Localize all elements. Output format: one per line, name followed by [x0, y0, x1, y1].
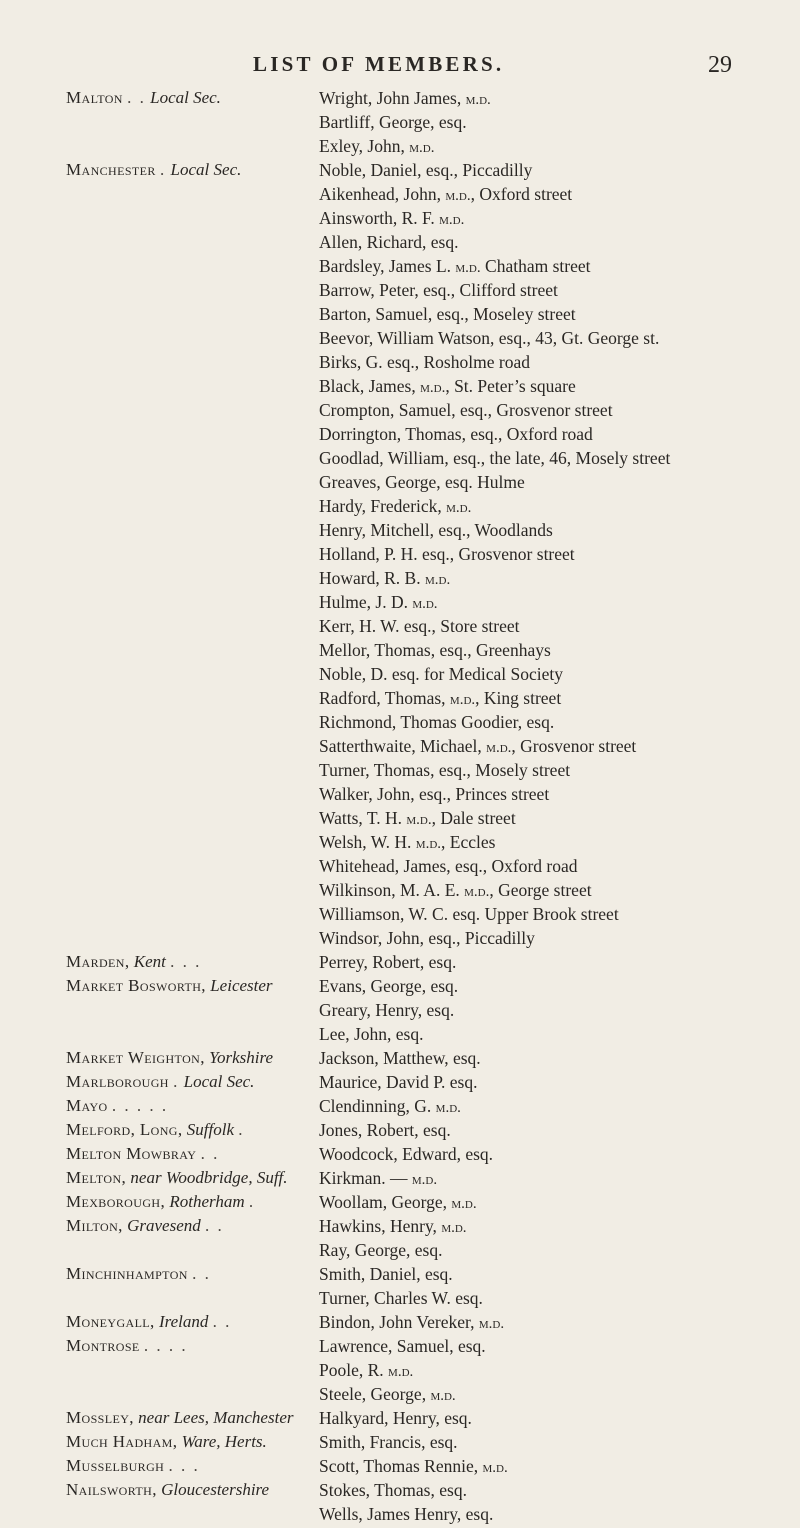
member-entry: Kerr, H. W. esq., Store street [319, 616, 520, 636]
place-name: Mossley, [66, 1408, 134, 1427]
place-name: Nailsworth, [66, 1480, 157, 1499]
member-entry: Holland, P. H. esq., Grosvenor street [319, 544, 575, 564]
list-item [0, 1144, 800, 1168]
list-item [0, 376, 800, 400]
place-column [66, 1336, 316, 1356]
list-item [0, 760, 800, 784]
list-item [0, 184, 800, 208]
member-entry: Wright, John James, m.d. [319, 88, 491, 108]
member-entry: Turner, Charles W. esq. [319, 1288, 483, 1308]
list-item [0, 136, 800, 160]
place-name: Manchester [66, 160, 156, 179]
member-entry: Walker, John, esq., Princes street [319, 784, 550, 804]
list-item [0, 304, 800, 328]
member-entry: Noble, D. esq. for Medical Society [319, 664, 563, 684]
list-item [0, 784, 800, 808]
place-column [66, 1120, 316, 1140]
list-item [0, 1240, 800, 1264]
place-name: Mexborough, [66, 1192, 166, 1211]
member-entry: Henry, Mitchell, esq., Woodlands [319, 520, 553, 540]
place-detail: Ware, Herts. [181, 1432, 267, 1451]
leader-dots: . . . [168, 1456, 200, 1475]
place-detail: Kent [133, 952, 166, 971]
list-item [0, 352, 800, 376]
list-item [0, 592, 800, 616]
list-item [0, 280, 800, 304]
list-item [0, 1384, 800, 1408]
list-item [0, 112, 800, 136]
place-name: Mayo [66, 1096, 108, 1115]
leader-dots: . . [127, 88, 146, 107]
leader-dots: . . [205, 1216, 224, 1235]
list-item [0, 256, 800, 280]
place-column [66, 1168, 316, 1188]
place-name: Market Weighton, [66, 1048, 205, 1067]
list-item [0, 1264, 800, 1288]
leader-dots: . . [212, 1312, 232, 1331]
place-column [66, 1216, 316, 1236]
place-name: Milton, [66, 1216, 123, 1235]
place-column [66, 976, 316, 996]
member-entry: Smith, Daniel, esq. [319, 1264, 453, 1284]
member-entry: Bindon, John Vereker, m.d. [319, 1312, 505, 1332]
list-item [0, 1408, 800, 1432]
place-name: Montrose [66, 1336, 140, 1355]
place-name: Marden, [66, 952, 130, 971]
list-item [0, 904, 800, 928]
running-title: LIST OF MEMBERS. [253, 52, 505, 76]
member-entry: Hulme, J. D. m.d. [319, 592, 438, 612]
list-item [0, 1216, 800, 1240]
list-item [0, 1312, 800, 1336]
member-entry: Richmond, Thomas Goodier, esq. [319, 712, 555, 732]
member-entry: Mellor, Thomas, esq., Greenhays [319, 640, 551, 660]
list-item [0, 1168, 800, 1192]
member-entry: Whitehead, James, esq., Oxford road [319, 856, 578, 876]
list-item [0, 712, 800, 736]
local-secretary-note: Local Sec. [170, 160, 242, 179]
member-entry: Howard, R. B. m.d. [319, 568, 451, 588]
list-item [0, 1456, 800, 1480]
member-entry: Greary, Henry, esq. [319, 1000, 455, 1020]
member-entry: Noble, Daniel, esq., Piccadilly [319, 160, 533, 180]
list-item [0, 1480, 800, 1504]
place-name: Market Bosworth, [66, 976, 206, 995]
member-entry: Beevor, William Watson, esq., 43, Gt. George st. [319, 328, 660, 348]
member-entry: Welsh, W. H. m.d., Eccles [319, 832, 496, 852]
member-entry: Clendinning, G. m.d. [319, 1096, 461, 1116]
member-entry: Maurice, David P. esq. [319, 1072, 478, 1092]
list-item [0, 1120, 800, 1144]
member-entry: Watts, T. H. m.d., Dale street [319, 808, 516, 828]
member-entry: Crompton, Samuel, esq., Grosvenor street [319, 400, 613, 420]
place-detail: Gravesend [127, 1216, 201, 1235]
member-entry: Lawrence, Samuel, esq. [319, 1336, 486, 1356]
member-entry: Birks, G. esq., Rosholme road [319, 352, 530, 372]
list-item [0, 1360, 800, 1384]
list-item [0, 1504, 800, 1528]
place-column [66, 1072, 316, 1092]
member-entry: Dorrington, Thomas, esq., Oxford road [319, 424, 593, 444]
place-column [66, 160, 316, 180]
member-list [0, 88, 800, 1528]
member-entry: Aikenhead, John, m.d., Oxford street [319, 184, 573, 204]
leader-dots: . . [192, 1264, 211, 1283]
place-detail: Gloucestershire [161, 1480, 270, 1499]
place-detail: Ireland [158, 1312, 209, 1331]
place-detail: Rotherham [169, 1192, 245, 1211]
local-secretary-note: Local Sec. [183, 1072, 255, 1091]
list-item [0, 400, 800, 424]
list-item [0, 952, 800, 976]
member-entry: Black, James, m.d., St. Peter’s square [319, 376, 576, 396]
place-detail: Yorkshire [209, 1048, 274, 1067]
member-entry: Greaves, George, esq. Hulme [319, 472, 525, 492]
member-entry: Hardy, Frederick, m.d. [319, 496, 472, 516]
list-item [0, 568, 800, 592]
list-item [0, 1072, 800, 1096]
list-item [0, 688, 800, 712]
member-entry: Wilkinson, M. A. E. m.d., George street [319, 880, 592, 900]
member-entry: Wells, James Henry, esq. [319, 1504, 494, 1524]
place-column [66, 1048, 316, 1068]
place-column [66, 952, 316, 972]
place-column [66, 1264, 316, 1284]
list-item [0, 1024, 800, 1048]
place-name: Melford, Long, [66, 1120, 183, 1139]
leader-dots: . [160, 160, 167, 179]
member-entry: Bartliff, George, esq. [319, 112, 467, 132]
place-name: Musselburgh [66, 1456, 165, 1475]
member-entry: Ray, George, esq. [319, 1240, 443, 1260]
member-entry: Allen, Richard, esq. [319, 232, 459, 252]
list-item [0, 496, 800, 520]
place-name: Melton Mowbray [66, 1144, 197, 1163]
list-item [0, 328, 800, 352]
list-item [0, 976, 800, 1000]
local-secretary-note: Local Sec. [150, 88, 221, 107]
member-entry: Barrow, Peter, esq., Clifford street [319, 280, 558, 300]
page-number: 29 [708, 52, 732, 78]
list-item [0, 1192, 800, 1216]
place-name: Melton, [66, 1168, 127, 1187]
list-item [0, 520, 800, 544]
member-entry: Jones, Robert, esq. [319, 1120, 451, 1140]
leader-dots: . . [200, 1144, 220, 1163]
member-entry: Poole, R. m.d. [319, 1360, 414, 1380]
list-item [0, 1000, 800, 1024]
place-name: Minchinhampton [66, 1264, 188, 1283]
member-entry: Kirkman. — m.d. [319, 1168, 438, 1188]
list-item [0, 160, 800, 184]
place-column [66, 1096, 316, 1116]
place-detail: near Woodbridge, Suff. [130, 1168, 288, 1187]
list-item [0, 664, 800, 688]
member-entry: Radford, Thomas, m.d., King street [319, 688, 562, 708]
place-detail: Suffolk [186, 1120, 234, 1139]
member-entry: Evans, George, esq. [319, 976, 459, 996]
list-item [0, 472, 800, 496]
list-item [0, 1432, 800, 1456]
list-item [0, 88, 800, 112]
member-entry: Perrey, Robert, esq. [319, 952, 457, 972]
member-entry: Woollam, George, m.d. [319, 1192, 477, 1212]
leader-dots: . . . [170, 952, 202, 971]
place-name: Malton [66, 88, 123, 107]
place-column [66, 88, 316, 108]
place-column [66, 1408, 316, 1428]
member-entry: Halkyard, Henry, esq. [319, 1408, 472, 1428]
place-name: Moneygall, [66, 1312, 155, 1331]
list-item [0, 616, 800, 640]
list-item [0, 832, 800, 856]
member-entry: Exley, John, m.d. [319, 136, 435, 156]
member-entry: Jackson, Matthew, esq. [319, 1048, 481, 1068]
page-header [0, 52, 800, 82]
leader-dots: . . . . . [111, 1096, 169, 1115]
member-entry: Windsor, John, esq., Piccadilly [319, 928, 535, 948]
place-detail: near Lees, Manchester [138, 1408, 294, 1427]
list-item [0, 1288, 800, 1312]
member-entry: Turner, Thomas, esq., Mosely street [319, 760, 571, 780]
list-item [0, 640, 800, 664]
list-item [0, 1096, 800, 1120]
leader-dots: . [173, 1072, 180, 1091]
list-item [0, 544, 800, 568]
member-entry: Stokes, Thomas, esq. [319, 1480, 467, 1500]
member-entry: Woodcock, Edward, esq. [319, 1144, 494, 1164]
list-item [0, 1048, 800, 1072]
place-column [66, 1192, 316, 1212]
member-entry: Goodlad, William, esq., the late, 46, Mosely street [319, 448, 671, 468]
leader-dots: . . . . [143, 1336, 188, 1355]
place-detail: Leicester [210, 976, 273, 995]
list-item [0, 736, 800, 760]
member-entry: Bardsley, James L. m.d. Chatham street [319, 256, 591, 276]
member-entry: Satterthwaite, Michael, m.d., Grosvenor street [319, 736, 637, 756]
list-item [0, 928, 800, 952]
member-entry: Williamson, W. C. esq. Upper Brook street [319, 904, 619, 924]
list-item [0, 232, 800, 256]
place-name: Marlborough [66, 1072, 169, 1091]
list-item [0, 208, 800, 232]
member-entry: Hawkins, Henry, m.d. [319, 1216, 467, 1236]
list-item [0, 880, 800, 904]
place-column [66, 1456, 316, 1476]
place-column [66, 1480, 316, 1500]
member-entry: Smith, Francis, esq. [319, 1432, 458, 1452]
place-column [66, 1432, 316, 1452]
list-item [0, 448, 800, 472]
list-item [0, 424, 800, 448]
list-item [0, 1336, 800, 1360]
member-entry: Barton, Samuel, esq., Moseley street [319, 304, 576, 324]
leader-dots: . [238, 1120, 245, 1139]
member-entry: Ainsworth, R. F. m.d. [319, 208, 465, 228]
list-item [0, 856, 800, 880]
place-column [66, 1144, 316, 1164]
place-column [66, 1312, 316, 1332]
leader-dots: . [248, 1192, 256, 1211]
member-entry: Scott, Thomas Rennie, m.d. [319, 1456, 508, 1476]
member-entry: Lee, John, esq. [319, 1024, 424, 1044]
list-item [0, 808, 800, 832]
member-entry: Steele, George, m.d. [319, 1384, 456, 1404]
place-name: Much Hadham, [66, 1432, 178, 1451]
